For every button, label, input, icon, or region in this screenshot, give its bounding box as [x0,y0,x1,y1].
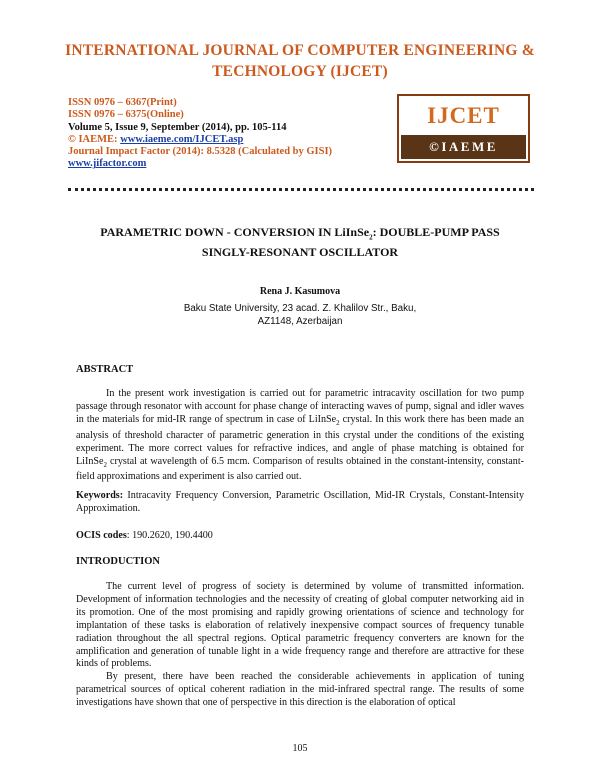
journal-meta [68,97,398,171]
paper-title [60,225,540,260]
paper-title-part-b: : DOUBLE-PUMP PASS [372,225,500,239]
abstract-text-b: crystal. In this work there has been made an analysis of threshold character of parametric generation in this crystal under the conditions of the existing experiment. The more correct values for refractive indices, and angle of phase matching is obtained for LiInSe [76,413,524,467]
paper-title-line1 [60,225,540,245]
keywords-label: Keywords: [76,490,124,501]
introduction-para1: The current level of progress of society is determined by volume of transmitted information. Development of information technologies and the necessity of creating of global computer networking aid in its promotion. One of the most promising and rapidly growing orientations of science and technology for implantation of these tasks is elaboration of relatively inexpensive compact sources of frequency tunable radiation throughout the all spectral regions. Optical parametric frequency converters are known for the amplification and generation of tunable light in a wide frequency range and therefore are attractive for these kinds of problems. [76,581,524,670]
logo-publisher: ©IAEME [401,135,526,159]
impact-factor: Journal Impact Factor (2014): 8.5328 (Calculated by GISI) [68,146,333,158]
keywords [76,490,524,516]
author-name: Rena J. Kasumova [259,286,341,297]
abstract-text-c: crystal at wavelength of 6.5 mcm. Comparison of results obtained in the constant-intensity, constant-field approximations and experiment is also carried out. [76,455,524,483]
journal-title [40,40,560,82]
paper-title-part-a: PARAMETRIC DOWN - CONVERSION IN LiInSe [100,225,370,239]
affiliation-line1: Baku State University, 23 acad. Z. Khalilov Str., Baku, [183,303,417,314]
ocis-label: OCIS codes [76,530,127,541]
iaeme-line [68,134,398,146]
introduction-heading: INTRODUCTION [76,556,161,567]
issn-online: ISSN 0976 – 6375(Online) [68,109,184,121]
author-affiliation [100,302,500,328]
abstract-body [76,388,524,484]
ocis-codes [76,530,524,543]
abstract-sub2: 2 [103,460,107,469]
paper-title-subscript: 2 [369,233,373,242]
abstract-text-a: In the present work investigation is carried out for parametric intracavity oscillation for two pump passage through resonator with account for phase change of interacting waves of pump, signal and idler waves in the materials for mid-IR range of spectrum in case of LiInSe [76,388,524,425]
affiliation-line2: AZ1148, Azerbaijan [257,316,343,327]
volume-info: Volume 5, Issue 9, September (2014), pp. 105-114 [68,121,287,133]
ocis-text: : 190.2620, 190.4400 [126,530,213,541]
iaeme-link[interactable]: www.iaeme.com/IJCET.asp [120,133,244,145]
issn-print: ISSN 0976 – 6367(Print) [68,97,177,108]
journal-title-line1: INTERNATIONAL JOURNAL OF COMPUTER ENGINEERING & [65,42,535,59]
jif-line [68,158,398,170]
jif-link[interactable]: www.jifactor.com [68,158,147,170]
header-divider [68,188,534,191]
abstract-heading: ABSTRACT [76,364,134,375]
introduction-para2: By present, there have been reached the considerable achievements in application of tuning parametrical sources of optical coherent radiation in the mid-infrared spectral range. The results of some investigations have shown that one of perspective in this direction is the elaboration of optical [76,671,524,709]
ijcet-logo [397,94,530,163]
paper-title-line2: SINGLY-RESONANT OSCILLATOR [201,245,399,260]
page-number: 105 [292,743,308,754]
abstract-sub1: 2 [336,418,340,427]
journal-title-line2: TECHNOLOGY (IJCET) [212,63,388,80]
iaeme-prefix: © IAEME: [68,133,121,145]
keywords-text: Intracavity Frequency Conversion, Parametric Oscillation, Mid-IR Crystals, Constant-Intensity Approximation. [76,490,524,514]
introduction-body [76,581,524,710]
logo-title: IJCET [427,103,500,128]
